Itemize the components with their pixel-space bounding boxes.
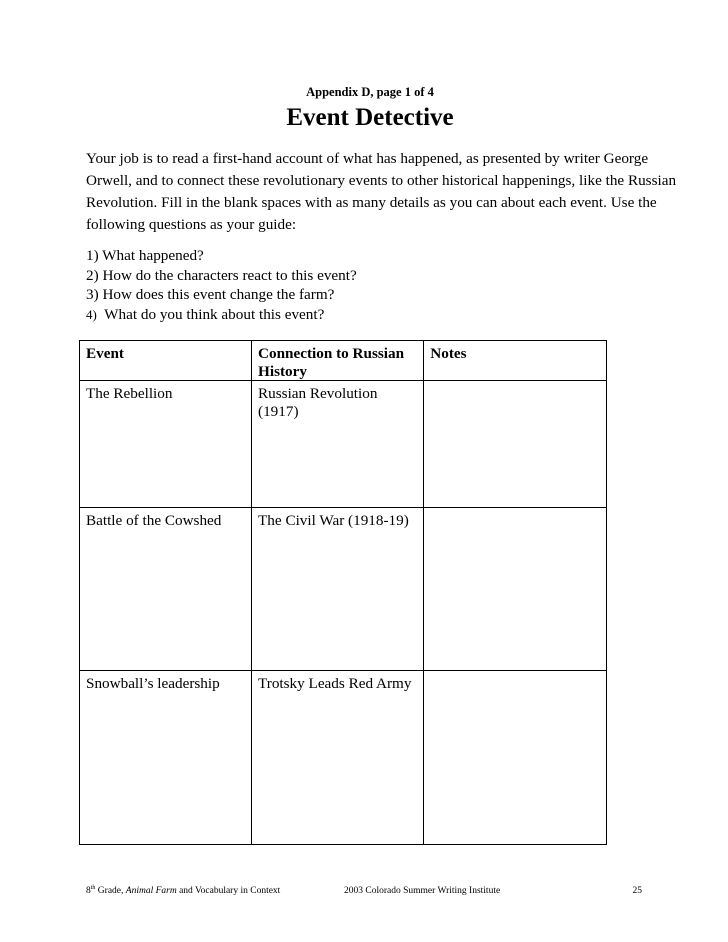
event-table <box>79 340 607 845</box>
footer-grade-suffix: th <box>90 884 96 891</box>
question-3: 3) How does this event change the farm? <box>86 286 335 303</box>
appendix-label: Appendix D, page 1 of 4 <box>306 85 434 99</box>
table-row <box>80 381 607 508</box>
footer-grade-text: Grade, <box>95 886 126 896</box>
question-1: 1) What happened? <box>86 247 204 264</box>
footer-course-rest: and Vocabulary in Context <box>176 886 281 896</box>
question-2: 2) How do the characters react to this event? <box>86 266 357 284</box>
footer-institute: 2003 Colorado Summer Writing Institute <box>344 886 501 896</box>
footer-course <box>86 886 280 896</box>
connection-cell: Russian Revolution (1917) <box>252 381 424 508</box>
connection-cell: Trotsky Leads Red Army <box>252 671 424 845</box>
table-row <box>80 508 607 671</box>
question-4 <box>86 305 686 325</box>
footer-grade-number: 8 <box>86 886 91 896</box>
header-event: Event <box>80 341 252 381</box>
footer-book-title: Animal Farm <box>125 886 177 896</box>
table-row <box>80 671 607 845</box>
header-connection: Connection to Russian History <box>252 341 424 381</box>
page-title: Event Detective <box>286 104 454 131</box>
event-cell: The Rebellion <box>80 381 252 508</box>
question-4-number: 4) <box>86 306 97 322</box>
event-cell: Snowball’s leadership <box>80 671 252 845</box>
table-header-row <box>80 341 607 381</box>
header-notes: Notes <box>424 341 607 381</box>
notes-cell[interactable] <box>424 508 607 671</box>
page-number: 25 <box>632 886 642 896</box>
notes-cell[interactable] <box>424 381 607 508</box>
instructions-paragraph: Your job is to read a first-hand account of what has happened, as presented by writer George Orwell, and to connect these revolutionary events to other historical happenings, like the Russian Revolution. Fill in the blank spaces with as many details as you can about each event. Use the following questions as your guide: <box>86 150 677 233</box>
event-cell: Battle of the Cowshed <box>80 508 252 671</box>
connection-cell: The Civil War (1918-19) <box>252 508 424 671</box>
notes-cell[interactable] <box>424 671 607 845</box>
question-4-text: What do you think about this event? <box>104 305 325 323</box>
guide-questions <box>86 246 686 324</box>
